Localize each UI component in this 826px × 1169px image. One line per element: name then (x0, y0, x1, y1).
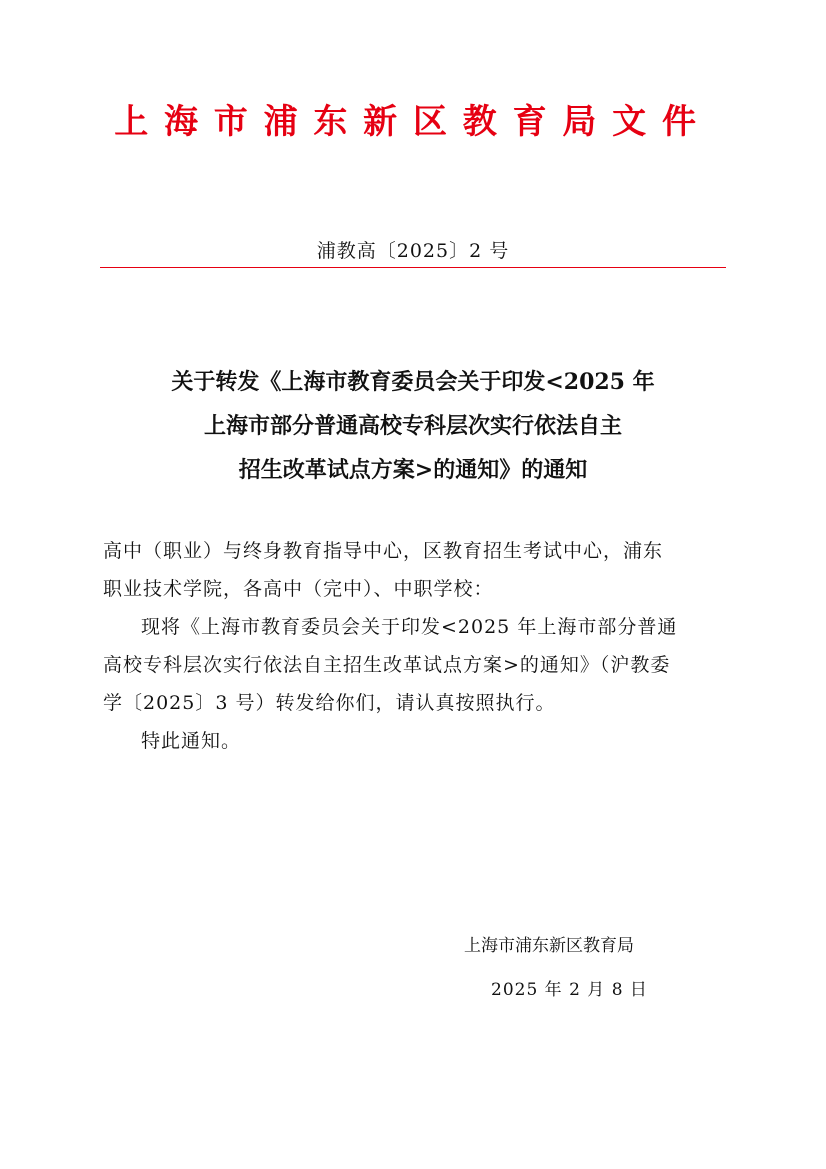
closing-line: 特此通知。 (141, 730, 242, 752)
notice-title (100, 360, 726, 492)
notice-body (103, 532, 727, 760)
main-paragraph-line: 学〔2025〕3 号）转发给你们，请认真按照执行。 (103, 692, 556, 714)
title-line: 上海市部分普通高校专科层次实行依法自主 (203, 413, 622, 439)
document-number: 浦教高〔2025〕2 号 (316, 240, 510, 262)
recipients-line: 高中（职业）与终身教育指导中心，区教育招生考试中心，浦东 (103, 540, 664, 562)
issuing-authority: 上海市浦东新区教育局 (464, 936, 634, 956)
signature-block (426, 924, 726, 1012)
recipients-line: 职业技术学院，各高中（完中）、中职学校： (103, 578, 494, 600)
document-masthead: 上海市浦东新区教育局文件 (114, 102, 712, 142)
title-line: 关于转发《上海市教育委员会关于印发<2025 年 (171, 369, 655, 395)
main-paragraph-line: 高校专科层次实行依法自主招生改革试点方案>的通知》（沪教委 (103, 654, 671, 676)
red-divider-line (100, 267, 726, 268)
main-paragraph-line: 现将《上海市教育委员会关于印发<2025 年上海市部分普通 (141, 616, 678, 638)
title-line: 招生改革试点方案>的通知》的通知 (238, 457, 588, 483)
issue-date: 2025 年 2 月 8 日 (491, 980, 648, 1000)
